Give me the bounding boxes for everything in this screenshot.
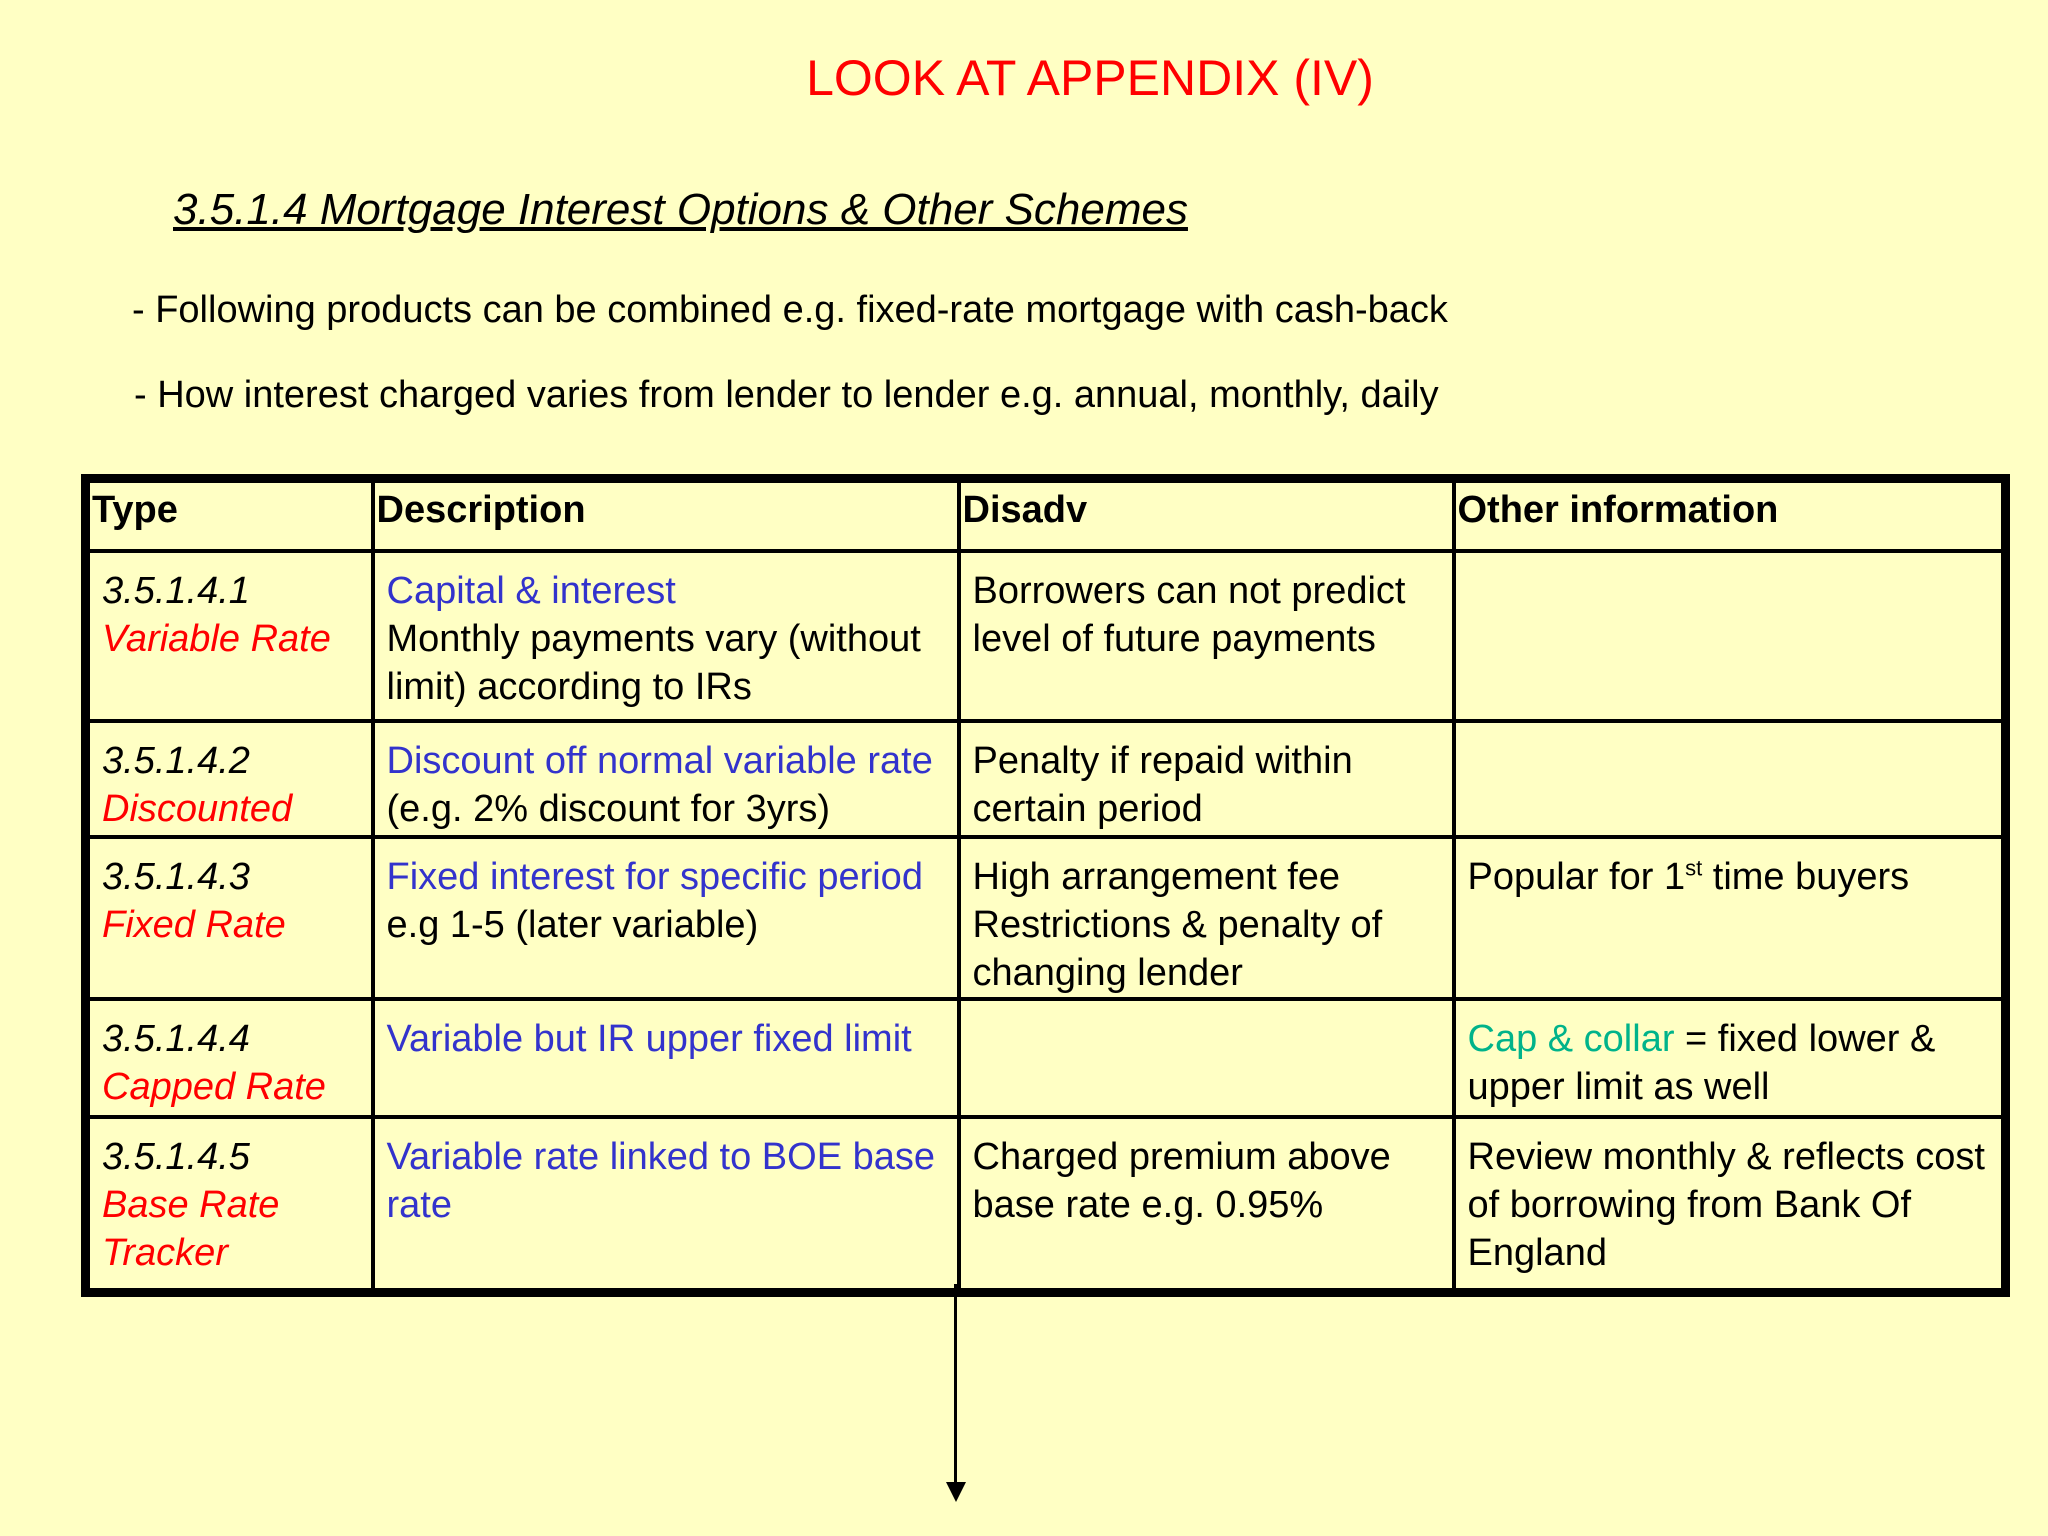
- table-row: [86, 1117, 2006, 1292]
- type-name: Fixed Rate: [102, 904, 286, 946]
- description-text: e.g 1-5 (later variable): [386, 904, 759, 946]
- type-cell: [86, 551, 373, 721]
- other-info-cell: [1454, 999, 2006, 1117]
- description-highlight: Variable but IR upper fixed limit: [386, 1018, 912, 1060]
- other-info-cell: [1454, 837, 2006, 999]
- table-row: [86, 999, 2006, 1117]
- type-code: 3.5.1.4.2: [102, 740, 250, 782]
- other-info-text: Popular for 1: [1467, 856, 1686, 898]
- bullet-point: - How interest charged varies from lender to lender e.g. annual, monthly, daily: [134, 374, 1439, 416]
- column-header-type: Type: [86, 479, 373, 552]
- other-info-text: = fixed lower & upper limit as well: [1467, 1018, 1936, 1108]
- description-text: Monthly payments vary (without limit) according to IRs: [386, 618, 921, 708]
- bullet-point: - Following products can be combined e.g. fixed-rate mortgage with cash-back: [132, 289, 1448, 331]
- table-row: [86, 721, 2006, 837]
- table-row: [86, 551, 2006, 721]
- other-info-cell: [1454, 721, 2006, 837]
- slide-title: LOOK AT APPENDIX (IV): [806, 50, 1374, 106]
- type-name: Discounted: [102, 788, 293, 830]
- column-header-disadv: Disadv: [959, 479, 1454, 552]
- type-cell: [86, 837, 373, 999]
- description-cell: [373, 721, 959, 837]
- type-name: Variable Rate: [102, 618, 331, 660]
- description-highlight: Fixed interest for specific period: [386, 856, 923, 898]
- disadv-cell: Charged premium above base rate e.g. 0.95%: [959, 1117, 1454, 1292]
- superscript-st: st: [1685, 855, 1703, 881]
- description-cell: [373, 999, 959, 1117]
- type-code: 3.5.1.4.4: [102, 1018, 250, 1060]
- mortgage-schemes-table: [81, 474, 2010, 1297]
- description-text: (e.g. 2% discount for 3yrs): [386, 788, 831, 830]
- column-header-other-information: Other information: [1454, 479, 2006, 552]
- type-code: 3.5.1.4.3: [102, 856, 250, 898]
- description-cell: [373, 837, 959, 999]
- type-cell: [86, 1117, 373, 1292]
- down-arrow-line: [954, 1284, 957, 1484]
- disadv-cell: Penalty if repaid within certain period: [959, 721, 1454, 837]
- description-highlight: Capital & interest: [386, 570, 676, 612]
- type-code: 3.5.1.4.5: [102, 1136, 250, 1178]
- type-name: Base Rate Tracker: [102, 1184, 280, 1274]
- other-info-cell: Review monthly & reflects cost of borrowing from Bank Of England: [1454, 1117, 2006, 1292]
- description-highlight: Variable rate linked to BOE base rate: [386, 1136, 935, 1226]
- cap-collar-term: Cap & collar: [1467, 1018, 1675, 1060]
- description-cell: [373, 551, 959, 721]
- table-header-row: [86, 479, 2006, 552]
- down-arrow-icon: [946, 1482, 966, 1502]
- other-info-text-end: time buyers: [1702, 856, 1910, 898]
- disadv-cell: Borrowers can not predict level of future payments: [959, 551, 1454, 721]
- description-cell: [373, 1117, 959, 1292]
- type-code: 3.5.1.4.1: [102, 570, 250, 612]
- type-name: Capped Rate: [102, 1066, 326, 1108]
- type-cell: [86, 721, 373, 837]
- table-row: [86, 837, 2006, 999]
- section-heading: 3.5.1.4 Mortgage Interest Options & Other Schemes: [173, 185, 1188, 234]
- type-cell: [86, 999, 373, 1117]
- column-header-description: Description: [373, 479, 959, 552]
- disadv-cell: High arrangement fee Restrictions & penalty of changing lender: [959, 837, 1454, 999]
- disadv-cell: [959, 999, 1454, 1117]
- other-info-cell: [1454, 551, 2006, 721]
- description-highlight: Discount off normal variable rate: [386, 740, 933, 782]
